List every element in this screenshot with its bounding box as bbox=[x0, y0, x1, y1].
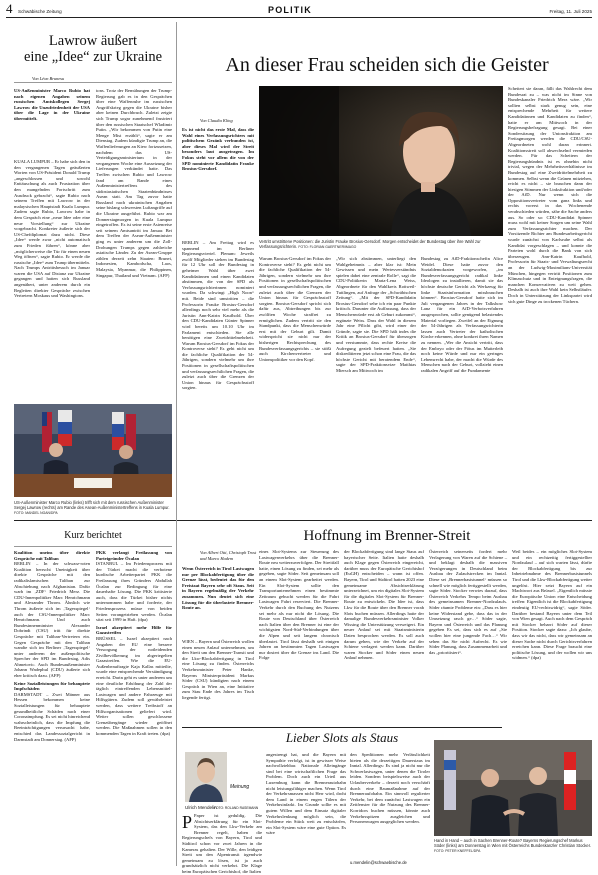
meinung-col3: den Speditionen mehr Verlässlichkeit bieten als die derzeitigen Dauerstaus im Inntal. Allerdings: Es sind ja nicht nur die Schwerlastwagen, unter denen die Tiroler leiden. Sondern beispielsweise auch der Urlauberverkehr – derzeit noch verschärft durch eine Baumaßnahme auf der Brenneraufobahn. Ein sinnvoll regulierter Verkehr, bei dem zunächst Lastwagen ein Zeitfenster für die Nutzung des Brenner-Korridors buchen müssen, könnte auch Verkehrsspitzen ausgleichen und Personenwagen ausgeglichen werden. bbox=[350, 752, 430, 825]
kurz-item-3-title: PKK verlangt Freilassung von Parteigründer Öcalan bbox=[96, 550, 172, 561]
kurz-item-1-body: BERLIN – In der schwarz-roten Koalition herrscht Uneinigkeit über direkte Gespräche mit den radikalislamischen Taliban zur Abschiebung nach Afghanistan. Dafür warb im ‚ZDF‘ Friedrich Merz. Die CDU-Innenpolitiker Marc Henrichmann und Alexander Throm. Ähnlich wie Throm äußerte sich im ‚Tagesspiegel‘ auch der CSU-Innenpolitiker Marc Henrichmann. Und auch Bundesinnenminister Alexander Dobrindt (CSU) tritt für direkte Gespräche mit Taliban-Vertretern ein. Gegen Gespräche mit den Taliban wandte sich im Berliner ‚Tagesspiegel‘ unter anderem der außenpolitische Sprecher der SPD im Bundestag, Adis Ahmetovic. Auch Bundesaußenminister Johann Wadephul (CDU) äußerte sich eher kritisch dazu. (AFP) bbox=[14, 561, 90, 679]
brosius-author: Von Claudia Kling bbox=[200, 118, 233, 123]
brosius-body-col2: Warum Brosius-Gersdorf im Fokus der Kontroverse steht? Es geht nicht um die fachliche Qualifikation der 54-Jährigen, sondern vielmehr um ihre Positionen in gesellschaftspolitischen und verfassungsrechtlichen Fragen, die zuletzt auch über die Grenzen der Union hinaus für Gesprächsstoff sorgten. Brosius-Gersdorf spricht sich dafür aus, Abtreibungen bis zur zwölften Woche straffrei zu ermöglichen. Zudem vertritt sie den Standpunkt, dass die Menschenwürde erst mit der Geburt gilt. Damit widerspricht sie nicht nur der bisherigen Rechtsprechung des Bundesverfassungsgerichts – sie stößt auch Kirchenvertreter und Unionspolitiker vor den Kopf. bbox=[259, 256, 331, 362]
soeder-stocker-photo-art bbox=[434, 740, 592, 836]
brosius-photo-credit: FOTO: FLORIAN GAERTNER/IMAGO bbox=[298, 245, 357, 249]
meinung-dropcap: P bbox=[182, 812, 193, 832]
kurz-item-3-body: ISTANBUL – Im Friedensprozess mit der Türkei macht die verbotene kurdische Arbeiterpartei PKK die Freilassung ihres Gründers Abdullah Öcalan zur Bedingung für eine dauerhafte Lösung. Die PKK kritisierte auch, dass die Türkei bisher nichts unternommen habe und forderte, der Friedensprozess müsse von beiden Seiten vorangetrieben werden. Öcalan sitzt seit 1999 in Haft. (dpa) bbox=[96, 561, 172, 623]
meinung-label: Meinung bbox=[230, 784, 250, 790]
brenner-body-col3: der Blockabfertigung sind lange Staus auf bayerischer Seite. Italien hatte deshalb auch Klage gegen Österreich eingereicht, darüber muss der Europäische Gerichtshof (EuGH) entscheiden – wann ist offen. Bayern, Tirol und Südtirol hatten 2023 eine gemeinsame Absichtserklärung unterzeichnet, um ein digitales Slot-System für die digitales Slot-System für Brenner-Route zu entwickeln. Die Idee ist, dass Lkw für die Route über den Brenner vorab Slots buchen müssen. Allerdings hatte der damalige Bundesverkehrsminister Volker Wissing die Unterstützung verweigert. Ein neuer Anlauf sei mit Staatsministerin Daten besprochen werden. Es soll auch darum gehen, wie der Verkehr auf der Schiene verlagert werden kann. Darüber waren Stocker und Söder einen neuen Anlauf nehmen. bbox=[344, 549, 425, 661]
brenner-lead: Wenn Österreich in Tirol Lastwagen nur per Blockabfertigung über die Grenze lässt, bedeutet das für den Freistaat Bayern sehr oft Staus. Seit in Bayern regelmäßig der Verkehr zusammen. Nun deutet sich eine Lösung für die überlastete Brenner-Route an. bbox=[182, 566, 254, 611]
meinung-email: u.mendelin@schwaebische.de bbox=[350, 860, 407, 865]
kurz-item-2-body: DARMSTADT – Zwei Männer aus Hessen bekommen keine Sozialleistungen für behauptete gesundheitliche Schäden nach einer Coronaimpfung. Es sei nicht hinreichend wahrscheinlich, dass die Impfung die Beeinträchtigungen verursacht habe, entschied das Landessozialgericht in Darmstadt am Donnerstag. (AFP) bbox=[14, 691, 90, 742]
brenner-author-1: Von Albert Otti, Christoph Trost bbox=[200, 550, 257, 555]
lawrow-lead: US-Außenminister Marco Rubio hat nach eigenen Angaben seinem russischen Amtskollegen Sergej Lawrow die Unzufriedenheit der USA über die Lage in der Ukraine übermittelt. bbox=[14, 88, 90, 121]
brosius-headline: An dieser Frau scheiden sich die Geister bbox=[225, 54, 549, 76]
brenner-body-col1: WIEN – Bayern und Österreich wollen einen neuen Anlauf unternehmen, um den Streit um den Brenner-Transit und die Lkw-Blockabfertigung in Tirol eine Lösung zu finden. Österreichs Verkehrsminister Peter Hanke, Bayerns Ministerpräsident Markus Söder (CSU) kündigten nach einem Gespräch in Wien an, eine Initiative zum Stau Ende des Jahres im Tisch liegende fertigt. bbox=[182, 639, 254, 700]
brosius-lead: Es ist nicht das erste Mal, dass die Wahl eines Verfassungsrichters mit politischem Gezänk verbunden ist, aber dieses Mal wird der Streit besonders laut ausgetragen. Im Fokus steht vor allem die von der SPD nominierte Kandidatin Frauke Brosius-Gersdorf. bbox=[182, 127, 254, 172]
issue-date: Freitag, 11. Juli 2025 bbox=[549, 9, 592, 14]
page-header bbox=[6, 1, 592, 18]
kurz-col1 bbox=[14, 550, 90, 866]
kurz-berichtet-title: Kurz berichtet bbox=[64, 530, 122, 541]
author-portrait bbox=[185, 752, 227, 802]
brenner-body-col2: eines Slot-Systems zur Steuerung des Lastwagenverkehrs über die Brenner-Route neu weiterzuverfolgen. Der Streitfall hatte, einen Lösung zu finden, sei mehr als gegeben, sagte Söder. Seit gemeinsam soll an einem Slot-System gearbeitet werden. Ein Slot-System sollte den Transportunternehmen einen bestimmte Zeitraum gebucht werden für die Fahrt Lastwagen Fahrt reserviert. Die Brenner-Verkehr durch den Buchung des Nutzens sei mehr als nur nicht die Lösung. Die Route von Deutschland über Österreich nach Italien über den Brenner ist eine der wichtigsten Nord-Süd-Verbindungen über die Alpen und seit langem chronisch überlastet. Tirol lässt deshalb seit einigen Jahren an bestimmten Tagen Lastwagen nur dosiert über die Grenze ins Land. Die Folge bbox=[259, 549, 339, 661]
meinung-author: Ulrich Mendelin bbox=[185, 805, 217, 810]
lawrow-headline: Lawrow äußert eine „Idee“ zur Ukraine bbox=[23, 33, 163, 65]
page-number: 4 bbox=[6, 1, 13, 16]
author-portrait-art bbox=[185, 752, 227, 802]
brenner-body-col5: Weil beides – ein mögliches Slot-System und ein rechtzeitig fertiggestellter Nordzulauf – auf sich warten lässt, dürfte der Blockabfertigung bis zur Inbetriebnahme des Brennerbasistunnels Tirol und die Lkw-Blockabfertigung weiter ungelöst. Hier setzt Bayern auf ein Machtwort aus Brüssel. „Eigentlich müsste die Europäische Union eine Entscheidung treffen: Eigentlich ist die Blockabfertigung eindeutig EU-rechtswidrig“, sagte Söder. Darüber bestand Bayern unter dem Teil von Wien gesagt. Auch nach dem Gespräch mit Stocker beharrt Söder auf dieser Position. Stocker sagte dazu: „Ich glaube, dass wir das nicht, dass wir gemeinsam an dieser Sache nicht durch Gerichtsverfahren erreichen kann. Diese Frage braucht eine politische Lösung, und der wollen wir uns widmen.“ (dpa) bbox=[512, 549, 592, 661]
kurz-item-4-body: BRÜSSEL – Israel akzeptiert nach Angaben der EU eine bessere Versorgung der notleidenden Zivilbevölkerung im abgeriegelten Gazastreifen. Wie die EU-Außenbeauftragte Kaja Kallas mitteilte, wurde eine entsprechende Verständigung erreicht. Darin geht es unter anderem um eine deutliche Erhöhung der Zahl der täglich eintreffenden Lebensmittel-Lastwagen und andere Fahrzeuge mit Hilfsgütern. Zudem soll gewährleistet werden, dass weitere Treibstoff an Hilfsorganisationen geliefert wird. Weiter sollen geschlossene Grenzübergänge wieder geöffnet werden. Die Maßnahmen sollen in den kommenden Tagen in Kraft treten. (dpa) bbox=[96, 635, 172, 736]
brosius-body-col5: Scheitert sie daran, fällt das Wahlrecht dem Bundesrat zu – was nicht im Sinne von Bundeskanzler Friedrich Merz wäre. „Wir sollten selbst stark genug sein, eine entsprechende Mehrheit für weitere Kandidatinnen und Kandidaten zu finden“, hatte er am Mittwoch in der Regierungsbefragung gesagt. Bei einer Sondersitzung der Unionsfraktion am Freitagmorgen werden die CDU/CSU-Abgeordneten wohl daran erinnert. Koalitionsstreit soll abwechselnd vermieden werden. Für das Scheitern der Regierungsbündnis ist es ohnehin nicht trivial, wegen der Mehrheitsverhältnisse im Bundestag auf eine Zweidrittelmehrheit zu kommen. Selbst wenn die Grünen mitziehen, reicht es nicht – sie brauchen dann der hiesigen Stimmen der Linksfraktion und/oder der AfD. Nur wenn sich die Oppositionsvertreter vom ganz links und rechts vorerst in das Wochenende verabschieden würden, sähe die Sache anders aus. So oder so: CDU-Kandidat Spinner muss wohl mit keiner Sorgen um seine Wahl zum Verfassungsrichter machen. Der Vorsitzende Richter am Bundesarbeitsgericht wurde zunächst von Karlsruhe selbst als Kandidat vorgeschlagen – und konnte die Parteien wohl durch die Bank von sich überzeugen. Ann-Katrin Kaufhold, Professorin für Staats- und Verwaltungsrecht an der Ludwig-Maximilians-Universität München, hingegen vertritt Positionen zum Klimaschutz und in Enteignungsfragen, die manchen Konservativen zu weit gehen. Deshalb ist auch ihre Wahl kein Selbstläufer. Doch in Unterstützung der Linkspartei wird sich gute Dinge zu trockenen Tüchern. bbox=[508, 86, 592, 304]
kurz-col2 bbox=[96, 550, 172, 866]
newspaper-name: Schwäbische Zeitung bbox=[18, 9, 62, 14]
kurz-item-4-title: Israel akzeptiert mehr Hilfe für Gazastreifen bbox=[96, 624, 172, 636]
brenner-headline: Hoffnung im Brenner-Streit bbox=[303, 528, 471, 544]
brosius-body-col4: Bundestag zu AfD-Fraktionschefin Alice Weidel. Diese hatte zuvor den Sozialdemokraten vorgeworfen, „im Bundesverfassungsgericht radikal linke Ideologen zu installieren, damit sie das höchste deutsche Gericht als Werkzeug für linke Staatsinformation missbrauchen können“. Brosius-Gersdorf hatte sich im Juli vergangenen Jahres in der Talkshow Lanz für ein AfD-Verbotsverfahren ausgesprochen, sollte genügend belastendes Material vorliegen. Zweifel an der Eignung der 54-Jährigen als Verfassungsrichterin lassen auch Vertreter der katholischen Kirche erkennen, ohne konkret ihren Namen zu nennen. „Wer die Ansicht vertritt, dass der Embryo oder der Fötus im Mutterleib noch keine Würde und nur ein geringes Lebensrecht habe, der macht die Würde des Menschen nach der Geburt, vollzieht einen radikalen Angriff auf die Fundamente bbox=[421, 256, 503, 373]
lawrow-author: Von Léon Brunesu bbox=[32, 76, 65, 81]
rubio-lawrow-photo-art bbox=[14, 404, 172, 497]
lawrow-body-col1: KUALA LUMPUR – Er habe sich den in den vergangenen Tagen geäußerten Worten von US-Präsident Donald Trump „angeschlossen und sowohl Enttäuschung als auch Frustration über den mangelnden Fortschritt zum Ausdruck gebracht“, sagte Rubio nach seinem Treffen mit Lawrow in der malaysischen Hauptstadt Kuala Lumpur. Zudem sagte Rubio, Lawrow habe in dem Gespräch eine „neue Idee oder eine neue Vorstellung“ zur Ukraine vorgebracht. Konkreter äußerte sich der US-Chefdiplomat dazu nicht. Diese „Idee“ werde zwar „nicht automatisch zum Frieden führen“, könne aber „möglicherweise die Tür für einen neuen Weg öffnen“, sagte Rubio. Er werde die russische „Idee“ zum Trump übermitteln. Nach Trumps Antrittsbesuch im Januar waren die USA auf Distanz zur Ukraine gegangen und hatten sich Russland angenähert, unter anderem durch ein Begleiten direkter Gespräche zwischen Vertretern Moskaus und Washingtons. bbox=[14, 159, 90, 299]
brosius-body-col1: BERLIN – Am Freitag wird es spannend im Berliner Regierungsviertel. Plenum: Jeweils zwölf Mitglieder stehen im Bundestag für 12 Uhr soll der Bundestag in geheimer Wahl über zwei Kandidatinnen und einen Kandidaten abstimmen, die von der SPD als Verfassungsrichterinnen nominiert wurden. Da schwingt „High Noon“ mit. Beide sind umstritten – die Professorin Frauke Brosius-Gersdorf allerdings noch sehr viel mehr als die Juristin Ann-Katrin Kaufhold. Über den CDU-Kandidaten Günter Spinner wird bereits um 10.10 Uhr im Parlament entschieden. Sie alle benötigen eine Zweidrittelmehrheit. Warum Brosius-Gersdorf im Fokus der Kontroverse steht? Es geht nicht um die fachliche Qualifikation der 54-Jährigen, sondern vielmehr um ihre Positionen in gesellschaftspolitischen und verfassungsrechtlichen Fragen, die zuletzt auch über die Grenzen der Union hinaus für Gesprächsstoff sorgten. bbox=[182, 240, 254, 391]
brosius-photo-caption: Vertritt umstrittene Positionen: die Juristin Frauke Brosius-Gersdorf. Morgen entscheidet der Bundestag über ihre Wahl zur Verfassungsrichterin. FOTO: FLORIAN GAERTNER/IMAGO bbox=[259, 239, 481, 249]
rubio-lawrow-photo bbox=[14, 404, 172, 497]
meinung-col2: angestrengt hat, und die Bayern mit Sympathie verfolgt, ist in gewisser Weise nachvollziehbar. Nationale Alleingänge sind bei eine wirtschaftlichen Frage das Problem. Doch auch ein Urteil aus Luxemburg kann die Brennerautobahn nicht leistungsfähiger machen. Wenn Tirol der Verkehrsmassen nicht Herr wird, droht dem Land in einem engen Tälern der Verkehrsinfarkt. Im Grunde sollte es mit gutem Willen und dem Einsatz digitaler Verkehrslenkung möglich sein, die Probleme ein Stück weit zu entschärfen, ein Slot-System wäre eine gute Option. Es wäre bbox=[266, 752, 346, 836]
kurz-item-1-title: Koalition uneins über direkte Gespräche mit Taliban bbox=[14, 550, 90, 561]
brosius-gersdorf-photo-art bbox=[259, 86, 503, 236]
lawrow-photo-caption: US-Außenminister Marco Rubio (links) trifft sich mit dem russischen Außenminister Sergej Lawrow (rechts) am Rande des Asean-Außenministertreffens in Kuala Lumpur. FOTO: MANDEL NGAN/DPA bbox=[14, 500, 170, 515]
meinung-col1: P Paper ist geduldig. Die Absichtserklärung für ein Slot-System, das den Lkw-Verkehr am Brenner regelt, haben die Regierungschefs von Bayern, Tirol und Südtirol schon vor zwei Jahren in die Kameras gehalten. Der Wille, den leidigen Streit um den Alpentransit irgendwie gemeinsam zu lösen, ist ja auch grundsätzlich nicht verkehrt. Die Klage beim Europäischen Gerichtshof, die Italien bbox=[182, 812, 262, 874]
brenner-photo-credit: FOTO: PETER KNEFFEL/DPA bbox=[434, 849, 481, 853]
brenner-photo-caption: Hand in Hand – auch in Sachen Brenner-Route? Bayerns Regierungschef Markus Söder (links) am Donnerstag in Wien mit Österreichs Bundeskanzler Christian Stocker. FOTO: PETER KNEFFEL/DPA bbox=[434, 838, 591, 853]
lawrow-photo-credit: FOTO: MANDEL NGAN/DPA bbox=[14, 511, 58, 515]
lawrow-body-col2: tons. Trotz der Bemühungen der Trump-Regierung gab es in den Gesprächen über eine Waffenruhe im russischen Angriffskrieg gegen die Ukraine bisher aber keinen Durchbruch. Zuletzt zeigte sich Trump sogar zunehmend frustriert über den russischen Staatschef Wladimir Putin. „Wir bekommen von Putin eine Menge Mist erzählt“, sagte er am Dienstag. Zudem kündigte Trump an, die Waffenlieferungen an Kiew fortzusetzen, nachdem das US-Verteidigungsministerium in der vergangenen Woche eine Aussetzung der Lieferungen verkündet hatte. Das Treffen zwischen Rubio und Lawrow fand am Rande eines Außenministertreffens des südostasiatischen Staatenbündnisses Asean statt. Am Tag zuvor hatte Russland nach ukrainischen Angaben seine bislang schwersten Luftangriffe auf die Ukraine ausgeführt. Rubio war am Donnerstagmorgen in Kuala Lumpur eingetroffen. Es ist seine erste Asienreise seit seinem Amtsantritt im Januar. Bei dem Treffen der Asean-Außenminister ging es unter anderem um die Zoll-Drohungen Trumps gegen zahlreiche asiatische Länder. Zu der Asean-Gruppe zählen derzeit zehn Staaten: Brunei, Indonesien, Kambodscha, Laos, Malaysia, Myanmar, die Philippinen, Singapur, Thailand und Vietnam. (AFP) bbox=[96, 88, 172, 278]
meinung-author-photo-credit: FOTO: ROLAND RASEMANN bbox=[214, 806, 259, 810]
soeder-stocker-photo bbox=[434, 740, 592, 836]
brosius-body-col3: „Wir sich abstimmen, unterliegt den Wahlgeheimnis – aber klar ist: Mein Gewissen und mein Wertesverständnis spielen dabei eine zentrale Rolle“, sagt die CDU-Politikerin Maria-Lena Weiss, Abgeordnete für den Wahlkreis Rottweil-Tuttlingen, auf Anfrage der „Schwäbischen Zeitung“. „Mit der SPD-Kandidatin Brosius-Gersdorf sehe ich ein paar Punkte kritisch. Darunter die Auffassung, dass der Menschenwürde erst ab Geburt zukommt“, ergänzte Weiss. Dass der Wahl in diesem Jahr eine Pflicht gibt, wird einer der Gründe, sagte sie. Die SPD hält indes die Kritik an Brosius-Gersdorf für überzogen und verstummte, dass rechte Kreise die Aufregung gezielt befeuert hatten. „Sie diskreditieren jetzt schon eine Frau, die das höchste Gericht mit beratendem Ende“, sagte der SPD-Fraktionsvize Matthias Miersch am Mittwoch im bbox=[336, 256, 416, 373]
section-title: POLITIK bbox=[268, 5, 312, 15]
brenner-body-col4: Österreich seinerseits fordert mehr Verlagerung von Waren auf die Schiene – und beklagt deshalb die massiven Verzögerungen in Deutschland beim Ausbau der Zulaufstrecken im Inntal. Diese sei ‚Brennerbasistunnel‘ müssen so schnell wie möglich fertiggestellt werden, sagte Söder. Stocker verwies darauf, dass Österreich Verkehrs Tempo beim Ausbau des gemeinsamen Brenner-Nordzulaufs. Söder räumte Probleme ein: „Dass es hier keine Widerstand gebe, dass das in der Umsetzung rasch ge…“ Söder sagte, Bayern und Österreich und das Planung gegeben Es sei, dass sich es auf „Sie wollen hier eine jungende Fach…“ Wir sehen das Sie nicht Aufrecht. Es wie Söder Planung, dass Zusammenarbeit und das „prioritisiert“. bbox=[429, 549, 507, 655]
meinung-headline: Lieber Slots als Staus bbox=[285, 730, 399, 745]
brosius-gersdorf-photo bbox=[259, 86, 503, 236]
brenner-author-2: und Marco Hadem bbox=[200, 556, 234, 561]
kurz-item-2-title: Keine Sozialleistungen für behauptete Impfschäden bbox=[14, 680, 90, 692]
